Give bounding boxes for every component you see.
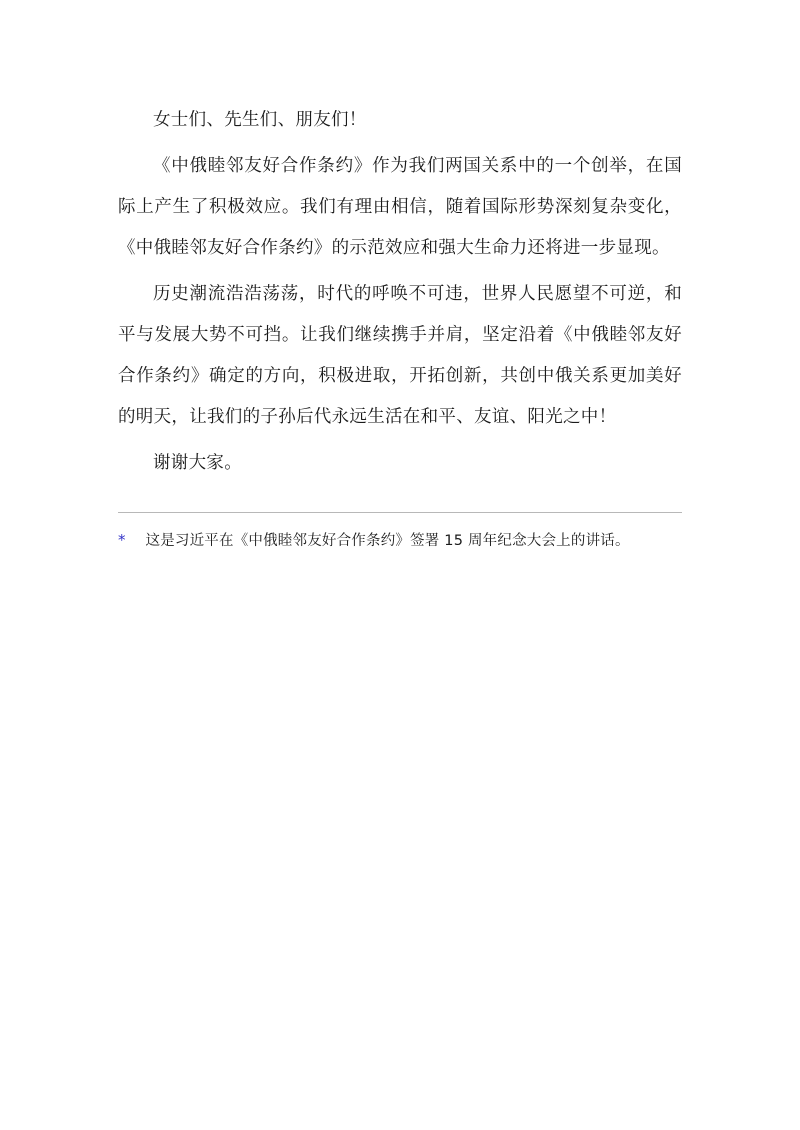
footnote-divider xyxy=(118,512,682,513)
paragraph-historical-trend: 历史潮流浩浩荡荡，时代的呼唤不可违，世界人民愿望不可逆，和平与发展大势不可挡。让我们继续携手并肩，坚定沿着《中俄睦邻友好合作条约》确定的方向，积极进取，开拓创新，共创中俄关系更加美好的明天，让我们的子孙后代永远生活在和平、友谊、阳光之中！ xyxy=(118,284,682,427)
footnote xyxy=(118,527,682,555)
paragraph-treaty-effect: 《中俄睦邻友好合作条约》作为我们两国关系中的一个创举，在国际上产生了积极效应。我们有理由相信，随着国际形势深刻复杂变化，《中俄睦邻友好合作条约》的示范效应和强大生命力还将进一步显现。 xyxy=(118,156,682,258)
footnote-marker: * xyxy=(118,531,126,549)
document-body xyxy=(118,100,682,555)
paragraph-thanks: 谢谢大家。 xyxy=(153,453,242,473)
footnote-text: 这是习近平在《中俄睦邻友好合作条约》签署 15 周年纪念大会上的讲话。 xyxy=(145,533,630,549)
paragraph-salutation: 女士们、先生们、朋友们！ xyxy=(153,110,367,130)
